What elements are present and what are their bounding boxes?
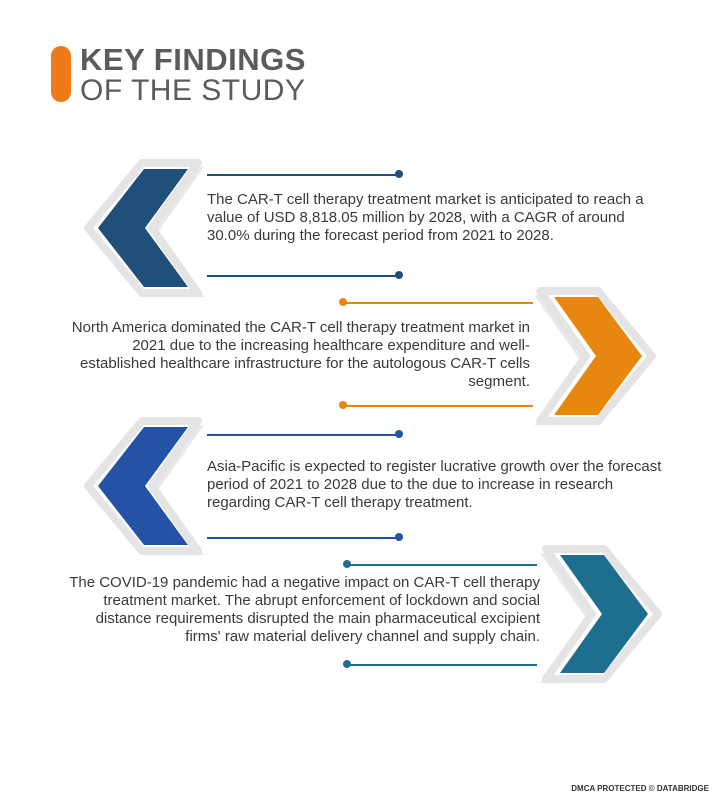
right-chevron-icon [526, 541, 696, 691]
finding-2-top-dot [339, 298, 347, 306]
finding-2-text: North America dominated the CAR-T cell therapy treatment market in 2021 due to the increasing healthcare expenditure and well-established healthcare infrastructure for the autologous CAR-T cells segment. [71, 319, 530, 390]
finding-2-bottom-rule [343, 405, 533, 407]
finding-2-bottom-dot [339, 401, 347, 409]
finding-1-bottom-dot [395, 271, 403, 279]
finding-4-top-dot [343, 560, 351, 568]
finding-3-top-rule [207, 434, 397, 436]
title-accent-bar [51, 46, 71, 102]
copyright-footer: DMCA PROTECTED © DATABRIDGE [571, 784, 709, 793]
finding-3-bottom-rule [207, 537, 397, 539]
finding-1-top-rule [207, 174, 397, 176]
finding-3-top-dot [395, 430, 403, 438]
finding-3-text: Asia-Pacific is expected to register lucrative growth over the forecast period of 2021 to 2028 due to the due to increase in research regarding CAR-T cell therapy treatment. [207, 458, 662, 511]
page-title: KEY FINDINGS [80, 42, 306, 77]
finding-1-top-dot [395, 170, 403, 178]
finding-4-bottom-rule [347, 664, 537, 666]
finding-1-text: The CAR-T cell therapy treatment market is anticipated to reach a value of USD 8,818.05 million by 2028, with a CAGR of around 30.0% during the forecast period from 2021 to 2028. [207, 191, 644, 244]
finding-2-top-rule [343, 302, 533, 304]
page-subtitle: OF THE STUDY [80, 74, 306, 107]
finding-3-bottom-dot [395, 533, 403, 541]
finding-4-top-rule [347, 564, 537, 566]
right-chevron-icon [520, 283, 690, 433]
finding-4-text: The COVID-19 pandemic had a negative impact on CAR-T cell therapy treatment market. The abrupt enforcement of lockdown and social distance requirements disrupted the main pharmaceutical excipient firms' raw material delivery channel and supply chain. [69, 574, 540, 645]
finding-4-bottom-dot [343, 660, 351, 668]
finding-1-bottom-rule [207, 275, 397, 277]
